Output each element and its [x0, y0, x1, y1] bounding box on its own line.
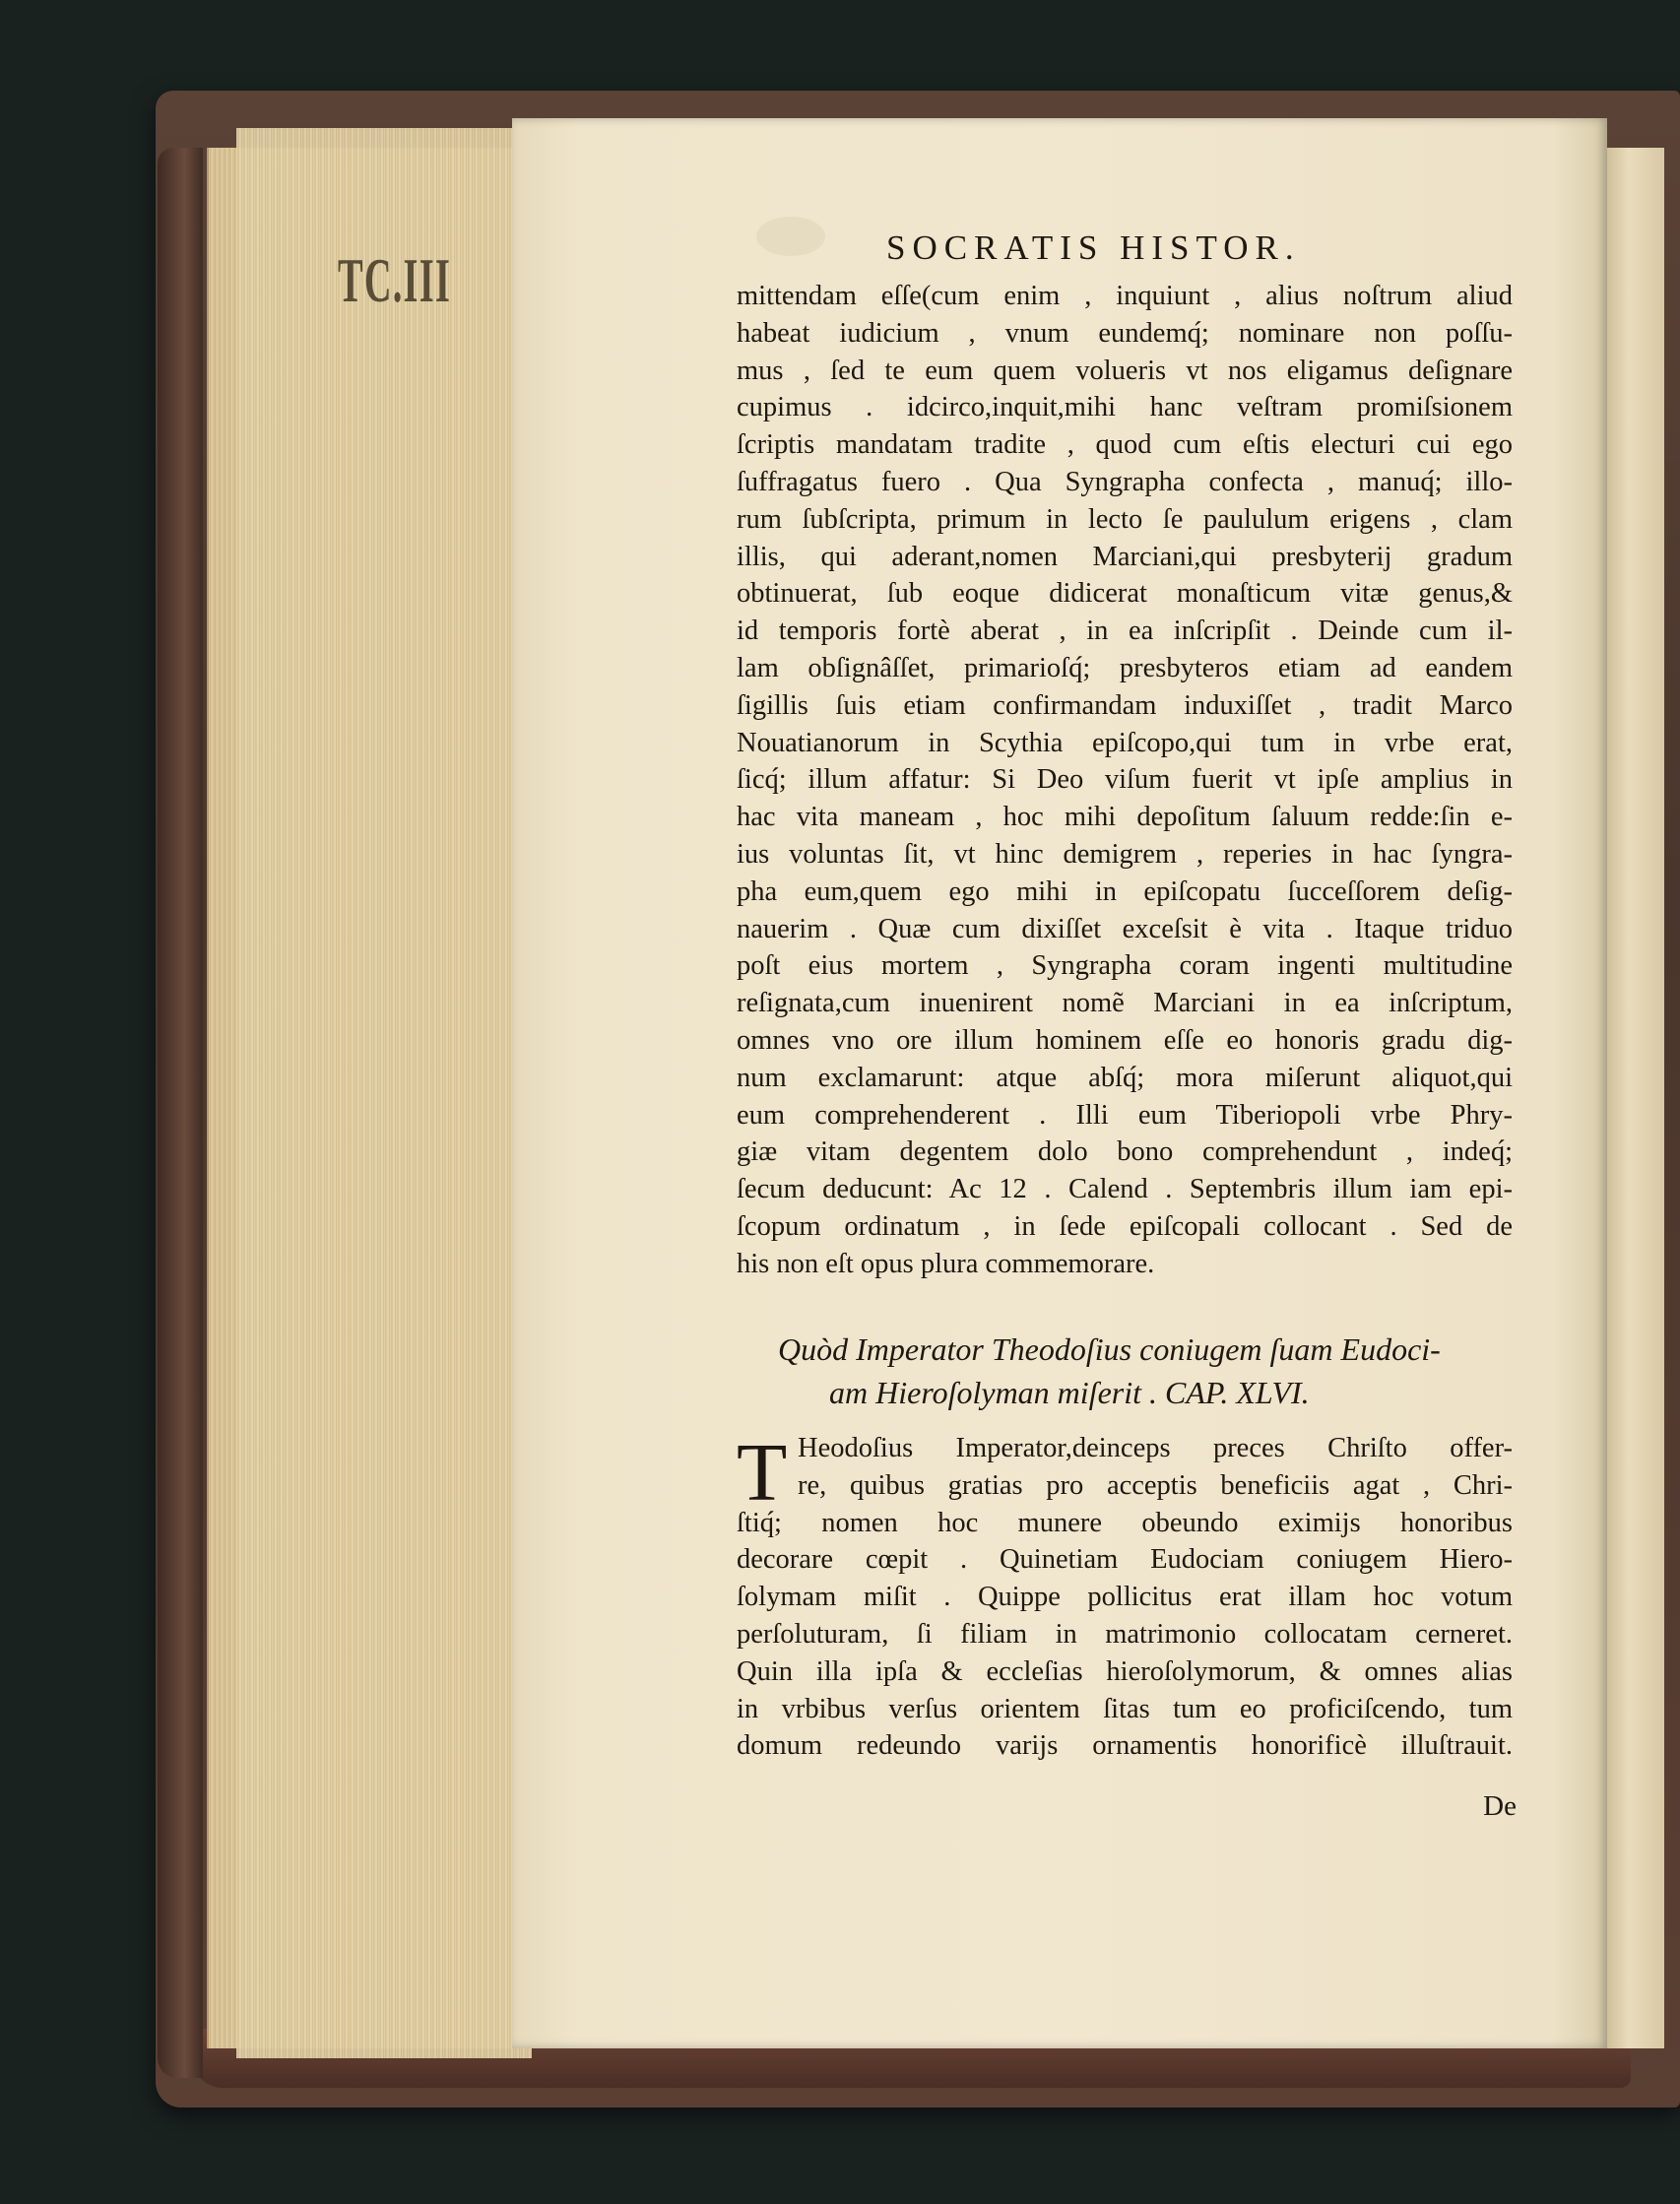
text-line: ſcopum ordinatum , in ſede epiſcopali collocant . Sed de [737, 1210, 1513, 1242]
text-line: rum ſubſcripta, primum in lecto ſe paululum erigens , clam [737, 503, 1513, 535]
text-line: obtinuerat, ſub eoque didicerat monaſticum vitæ genus,& [737, 578, 1513, 610]
text-line: hac vita maneam , hoc mihi depoſitum ſaluum redde:ſin e- [737, 802, 1513, 833]
fore-edge-mark: TC.III [338, 245, 451, 315]
text-line: illis, qui aderant,nomen Marciani,qui presbyterij gradum [737, 541, 1513, 572]
text-line: mittendam eſſe(cum enim , inquiunt , alius noſtrum aliud [737, 281, 1513, 311]
text-line: ſigillis ſuis etiam confirmandam induxiſſet , tradit Marco [737, 689, 1513, 721]
text-line: num exclamarunt: atque abſq́; mora miſerunt aliquot,qui [737, 1062, 1513, 1093]
text-line: Quin illa ipſa & eccleſias hieroſolymorum, & omnes alias [737, 1655, 1513, 1687]
binding-spine [158, 148, 203, 2078]
text-line: lam obſignâſſet, primarioſq́; presbyteros etiam ad eandem [737, 652, 1513, 683]
chapter-heading-line: Quòd Imperator Theodoſius coniugem ſuam Eudoci- [778, 1331, 1441, 1367]
text-line: cupimus . idcirco,inquit,mihi hanc veſtram promiſsionem [737, 392, 1513, 423]
text-line: pha eum,quem ego mihi in epiſcopatu ſucceſſorem deſig- [737, 875, 1513, 907]
text-line: ſcriptis mandatam tradite , quod cum eſtis electuri cui ego [737, 429, 1513, 461]
text-line: mus , ſed te eum quem volueris vt nos eligamus deſignare [737, 355, 1513, 386]
text-line: Nouatianorum in Scythia epiſcopo,qui tum in vrbe erat, [737, 727, 1513, 758]
chapter-text-block [737, 1427, 1513, 1765]
text-line: ſecum deducunt: Ac 12 . Calend . Septembris illum iam epi- [737, 1174, 1513, 1205]
chapter-heading-line: am Hieroſolyman miſerit . CAP. XLVI. [829, 1375, 1310, 1410]
catchword: De [1483, 1790, 1517, 1822]
text-line: decorare cœpit . Quinetiam Eudociam coniugem Hiero- [737, 1544, 1513, 1576]
text-line: domum redeundo varijs ornamentis honorificè illuſtrauit. [737, 1730, 1513, 1762]
facing-page-edge [1605, 148, 1664, 2048]
text-line: eum comprehenderent . Illi eum Tiberiopoli vrbe Phry- [737, 1099, 1513, 1131]
text-line: nauerim . Quæ cum dixiſſet exceſsit è vita . Itaque triduo [737, 913, 1513, 944]
chapter-heading [748, 1328, 1515, 1414]
text-line: omnes vno ore illum hominem eſſe eo honoris gradu dig- [737, 1024, 1513, 1056]
text-line: poſt eius mortem , Syngrapha coram ingenti multitudine [737, 950, 1513, 982]
text-line: his non eſt opus plura commemorare. [737, 1248, 1155, 1279]
text-line: ſuffragatus fuero . Qua Syngrapha confecta , manuq́; illo- [737, 466, 1513, 497]
text-line: ſicq́; illum affatur: Si Deo viſum fuerit vt ipſe amplius in [737, 764, 1513, 796]
text-line: ſolymam miſit . Quippe pollicitus erat illam hoc votum [737, 1582, 1513, 1613]
page-edges-inner [236, 128, 532, 2058]
drop-capital: T [737, 1427, 788, 1519]
text-line: perſoluturam, ſi filiam in matrimonio collocatam cerneret. [737, 1618, 1513, 1650]
text-line: giæ vitam degentem dolo bono comprehendunt , indeq́; [737, 1136, 1513, 1168]
text-line: habeat iudicium , vnum eundemq́; nominare non poſſu- [737, 317, 1513, 349]
running-head: SOCRATIS HISTOR. [886, 228, 1301, 267]
text-line: re, quibus gratias pro acceptis beneficiis agat , Chri- [798, 1469, 1513, 1501]
text-line: Heodoſius Imperator,deinceps preces Chriſto offer- [798, 1433, 1513, 1463]
page-stain [756, 217, 825, 256]
text-line: reſignata,cum inuenirent nomẽ Marciani in ea inſcriptum, [737, 988, 1513, 1019]
text-line: ius voluntas ſit, vt hinc demigrem , reperies in hac ſyngra- [737, 838, 1513, 870]
main-text-block [737, 278, 1513, 1283]
text-line: in vrbibus verſus orientem ſitas tum eo proficiſcendo, tum [737, 1693, 1513, 1724]
text-line: id temporis fortè aberat , in ea inſcripſit . Deinde cum il- [737, 616, 1513, 647]
text-line: ſtiq́; nomen hoc munere obeundo eximijs honoribus [737, 1507, 1513, 1538]
